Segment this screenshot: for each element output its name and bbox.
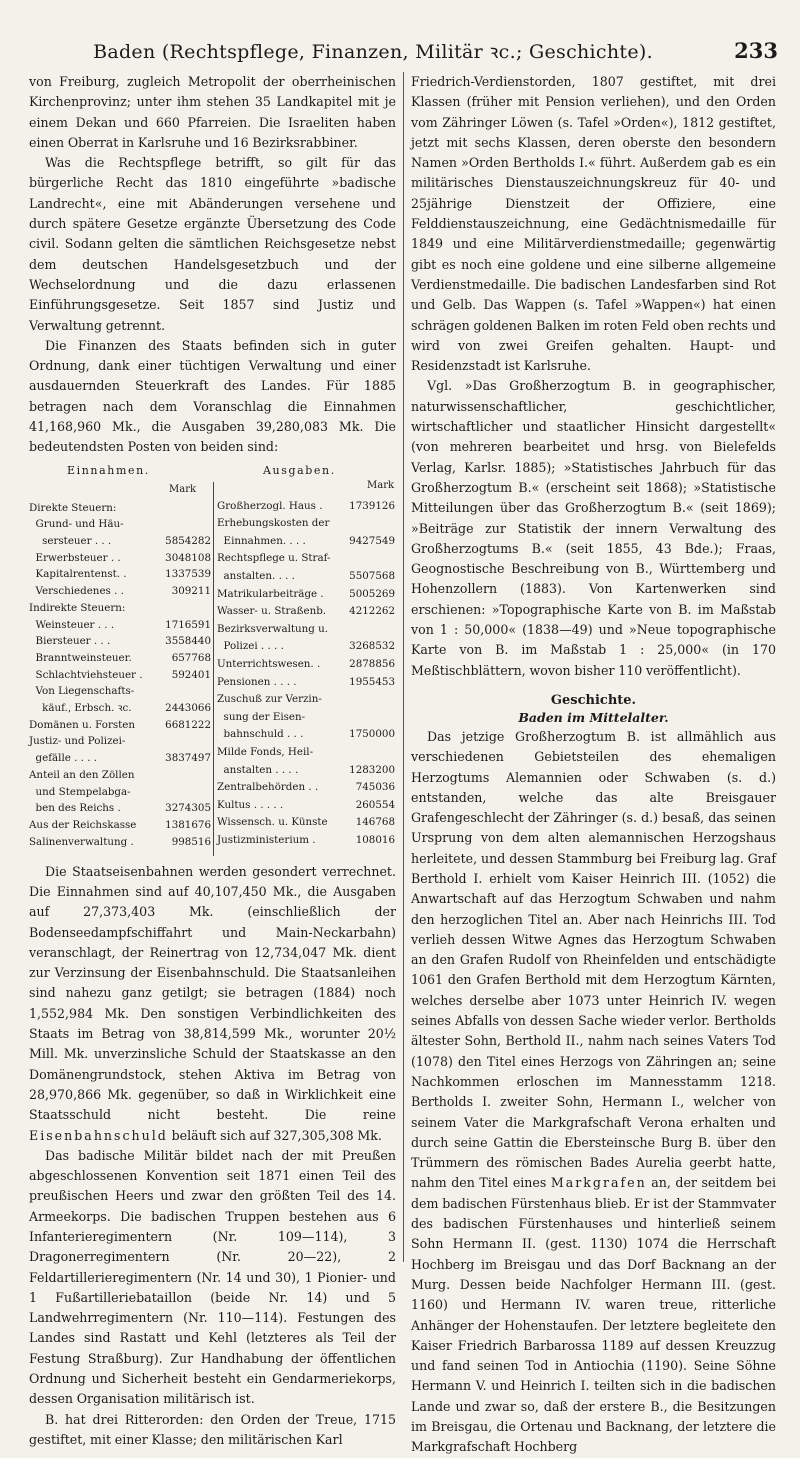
table-divider (213, 482, 214, 856)
row-value: 3274305 (165, 802, 211, 815)
row-label: Aus der Reichskasse (29, 818, 137, 831)
row-label: anstalten . . . . (217, 763, 299, 776)
row-label: und Stempelabga- (29, 785, 131, 798)
row-label: ben des Reichs . (29, 802, 121, 815)
expense-row (217, 621, 395, 637)
expense-row (217, 568, 395, 584)
expense-row (217, 533, 395, 549)
row-value: 592401 (171, 668, 211, 681)
row-label: Weinsteuer . . . (29, 618, 115, 631)
income-row (29, 516, 211, 532)
row-value: 1716591 (165, 618, 211, 631)
row-label: käuf., Erbsch. ꝛc. (29, 702, 132, 715)
row-label: Branntweinsteuer. (29, 651, 132, 664)
row-label: Domänen u. Forsten (29, 718, 136, 731)
row-value: 309211 (171, 585, 211, 598)
row-label: Indirekte Steuern: (29, 601, 126, 614)
running-head: Baden (Rechtspflege, Finanzen, Militär ꝛc.; Geschichte). (93, 41, 653, 63)
row-label: Pensionen . . . . (217, 675, 297, 688)
expense-row (217, 638, 395, 654)
income-row (29, 733, 211, 749)
income-row (29, 533, 211, 549)
row-label: Salinenverwaltung . (29, 835, 134, 848)
row-label: Zuschuß zur Verzin- (217, 693, 322, 706)
geschichte-text: Das jetzige Großherzogtum B. ist allmählich aus verschiedenen Gebietsteilen des ehemaligen Herzogtums Alemannien oder Schwaben (s. d.) entstanden, welche das alte Breisgauer Grafengeschlecht der Zähringer (s. d.) besaß, das seinen Ursprung von dem alten alemannischen Herzogshaus herleitete, und dessen Stammburg bei Freiburg lag. Graf Berthold I. erhielt vom Kaiser Heinrich III. (1052) die Anwartschaft auf das Herzogtum Schwaben und nahm den herzoglichen Titel an. Aber nach Heinrichs III. Tod verlieh dessen Witwe Agnes das Herzogtum Schwaben an den Grafen Rudolf von Rheinfelden und entschädigte 1061 den Grafen Berthold mit dem Herzogtum Kärnten, welches derselbe aber 1073 unter Heinrich IV. wegen seines Abfalls von dessen Sache wieder verlor. Bertholds ältester Sohn, Berthold II., nahm nach seines Vaters Tod (1078) den Titel eines Herzogs von Zähringen an; seine Nachkommen erloschen im Mannesstamm 1218. Bertholds I. zweiter Sohn, Hermann I., welcher von seinem Vater die Markgrafschaft Verona erhalten und durch seine Gattin die Ebersteinsche Burg B. über den Trümmern des römischen Bades Aurelia geerbt hatte, nahm den Titel eines (411, 728, 776, 1191)
income-unit: Mark (169, 483, 197, 495)
income-row (29, 700, 211, 716)
expense-row (217, 515, 395, 531)
expense-heading: Ausgaben. (263, 463, 336, 477)
row-label: Polizei . . . . (217, 640, 284, 653)
income-row (29, 683, 211, 699)
expense-row (217, 762, 395, 778)
finance-table (29, 464, 396, 856)
row-label: Kapitalrentenst. . (29, 568, 127, 581)
row-label: Von Liegenschafts- (29, 685, 135, 698)
row-value: 2878856 (349, 658, 395, 671)
income-row (29, 500, 211, 516)
row-value: 9427549 (349, 534, 395, 547)
row-value: 4212262 (349, 605, 395, 618)
row-label: Unterrichtswesen. . (217, 658, 321, 671)
expense-row (217, 744, 395, 760)
paragraph-militaer: Das badische Militär bildet nach der mit Preußen abgeschlossenen Konvention seit 1871 einen Teil des preußischen Heers und zwar den größten Teil des 14. Armeekorps. Die badischen Truppen bestehen aus 6 Infanterieregimentern (Nr. 109—114), 3 Dragonerregimentern (Nr. 20—22), 2 Feldartillerieregimentern (Nr. 14 und 30), 1 Pionier- und 1 Fußartilleriebataillon (beide Nr. 14) und 5 Landwehrregimentern (Nr. 110—114). Festungen des Landes sind Rastatt und Kehl (letzteres als Teil der Festung Straßburg). Zur Handhabung der öffentlichen Ordnung und Sicherheit besteht ein Gendarmeriekorps, dessen Organisation militärisch ist. (29, 1147, 396, 1407)
row-label: Zentralbehörden . . (217, 781, 319, 794)
paragraph-orden: Friedrich-Verdienstorden, 1807 gestiftet, mit drei Klassen (früher mit Pension verliehen), und den Orden vom Zähringer Löwen (s. Tafel »Orden«), 1812 gestiftet, jetzt mit sechs Klassen, deren oberste den besondern Namen »Orden Bertholds I.« führt. Außerdem gab es ein militärisches Dienstauszeichnungskreuz für 40- und 25jährige Dienstzeit der Offiziere, eine Felddienstauszeichnung, eine Gedächtnismedaille für 1849 und eine Militärverdienstmedaille; gegenwärtig gibt es noch eine goldene und eine silberne allgemeine Verdienstmedaille. Die badischen Landesfarben sind Rot und Gelb. Das Wappen (s. Tafel »Wappen«) hat einen schrägen goldenen Balken im roten Feld oben rechts und wird von zwei Greifen gehalten. Haupt- und Residenzstadt ist Karlsruhe. (411, 74, 776, 374)
geschichte-text-end: an, der seitdem bei dem badischen Fürstenhaus blieb. Er ist der Stammvater des badischen Fürstenhauses und hinterließ seinem Sohn Hermann II. (gest. 1130) 1074 die Herrschaft Hochberg im Breisgau und das Dorf Backnang an der Murg. Dessen beide Nachfolger Hermann III. (gest. 1160) und Hermann IV. waren treue, ritterliche Anhänger der Hohenstaufen. Der letztere begleitete den Kaiser Friedrich Barbarossa 1189 auf dessen Kreuzzug und fand seinen Tod in Antiochia (1190). Seine Söhne Hermann V. und Heinrich I. teilten sich in die badischen Lande und zwar so, daß der erstere B., die Besitzungen im Breisgau, die Ortenau und Backnang, der letztere die Markgrafschaft Hochberg (411, 1175, 776, 1455)
left-column (29, 72, 396, 1450)
income-heading: Einnahmen. (67, 463, 150, 477)
row-label: Milde Fonds, Heil- (217, 746, 314, 759)
income-row (29, 617, 211, 633)
row-value: 1381676 (165, 818, 211, 831)
row-value: 998516 (171, 835, 211, 848)
paragraph-rechtspflege: Was die Rechtspflege betrifft, so gilt für das bürgerliche Recht das 1810 eingeführte »badische Landrecht«, eine mit Abänderungen versehene und durch spätere Gesetze ergänzte Übersetzung des Code civil. Sodann gelten die sämtlichen Reichsgesetze nebst dem deutschen Handelsgesetzbuch und der Wechselordnung und die dazu erlassenen Einführungsgesetze. Seit 1857 sind Justiz und Verwaltung getrennt. (29, 155, 396, 333)
paragraph-geschichte (411, 727, 776, 1458)
row-label: Biersteuer . . . (29, 635, 111, 648)
row-label: sersteuer . . . (29, 535, 112, 548)
row-label: Grund- und Häu- (29, 518, 124, 531)
row-label: Direkte Steuern: (29, 501, 117, 514)
expense-unit: Mark (367, 479, 395, 491)
income-row (29, 583, 211, 599)
expense-row (217, 709, 395, 725)
right-column (411, 72, 776, 1458)
row-label: Wissensch. u. Künste (217, 816, 328, 829)
expense-row (217, 586, 395, 602)
row-value: 745036 (355, 781, 395, 794)
row-value: 1739126 (349, 499, 395, 512)
row-label: Rechtspflege u. Straf- (217, 552, 331, 565)
row-label: sung der Eisen- (217, 710, 306, 723)
row-label: Erhebungskosten der (217, 517, 330, 530)
row-value: 1955453 (349, 675, 395, 688)
header (28, 38, 778, 68)
income-row (29, 566, 211, 582)
expense-row (217, 674, 395, 690)
row-label: bahnschuld . . . (217, 728, 304, 741)
expense-row (217, 779, 395, 795)
expense-row (217, 603, 395, 619)
row-value: 1337539 (165, 568, 211, 581)
expense-row (217, 726, 395, 742)
subheading-mittelalter: Baden im Mittelalter. (518, 709, 669, 725)
page-number: 233 (734, 38, 778, 63)
paragraph-literatur: Vgl. »Das Großherzogtum B. in geographischer, naturwissenschaftlicher, geschichtlicher, wirtschaftlicher und staatlicher Hinsicht dargestellt« (von mehreren bearbeitet und hrsg. von Bielefelds Verlag, Karlsr. 1885); »Statistisches Jahrbuch für das Großherzogtum B.« (erscheint seit 1868); »Statistische Mitteilungen über das Großherzogtum B.« (seit 1869); »Beiträge zur Statistik der innern Verwaltung des Großherzogtums B.« (seit 1855, 43 Bde.); Fraas, Geognostische Beschreibung von B., Württemberg und Hohenzollern (1883). Von Kartenwerken sind erschienen: »Topographische Karte von B. im Maßstab von 1 : 50,000« (1838—49) und »Neue topographische Karte von B. im Maßstab 1 : 25,000« (in 170 Meßtischblättern, wovon bisher 110 veröffentlicht). (411, 378, 776, 678)
row-label: Kultus . . . . . (217, 798, 284, 811)
expense-row (217, 814, 395, 830)
paragraph-finanzen: Die Finanzen des Staats befinden sich in guter Ordnung, dank einer tüchtigen Verwaltung und einer ausdauernden Steuerkraft des Landes. Für 1885 betragen nach dem Voranschlag die Einnahmen 41,168,960 Mk., die Ausgaben 39,280,083 Mk. Die bedeutendsten Posten von beiden sind: (29, 337, 396, 455)
income-row (29, 767, 211, 783)
row-value: 5507568 (349, 570, 395, 583)
row-value: 146768 (355, 816, 395, 829)
row-value: 657768 (171, 651, 211, 664)
row-value: 5854282 (165, 535, 211, 548)
row-label: Anteil an den Zöllen (29, 768, 135, 781)
income-row (29, 717, 211, 733)
markgrafen-term: Markgrafen (550, 1175, 647, 1191)
income-row (29, 550, 211, 566)
row-label: Justizministerium . (217, 834, 316, 847)
eisenbahnschuld-term: Eisenbahnschuld (29, 1127, 168, 1143)
paragraph-eisenbahnen (29, 862, 396, 1146)
income-row (29, 834, 211, 850)
row-value: 6681222 (165, 718, 211, 731)
paragraph-clergy: von Freiburg, zugleich Metropolit der oberrheinischen Kirchenprovinz; unter ihm stehen 35 Landkapitel mit je einem Dekan und 660 Pfarreien. Die Israeliten haben einen Oberrat in Karlsruhe und 16 Bezirksrabbiner. (29, 74, 396, 150)
row-label: Matrikularbeiträge . (217, 587, 324, 600)
section-heading-geschichte: Geschichte. (550, 692, 637, 708)
eisenbahn-text: Die Staatseisenbahnen werden gesondert verrechnet. Die Einnahmen sind auf 40,107,450 Mk., die Ausgaben auf 27,373,403 Mk. (einschließlich der Bodenseedampfschiffahrt und Main-Neckarbahn) veranschlagt, der Reinertrag von 12,734,047 Mk. dient zur Verzinsung der Eisenbahnschuld. Die Staatsanleihen sind nahezu ganz getilgt; sie betragen (1884) noch 1,552,984 Mk. Den sonstigen Verbindlichkeiten des Staats im Betrag von 38,814,599 Mk., worunter 20½ Mill. Mk. unverzinsliche Schuld der Staatskasse an den Domänengrundstock, stehen Aktiva im Betrag von 28,970,866 Mk. gegenüber, so daß in Wirklichkeit eine Staatsschuld nicht besteht. Die reine (29, 863, 396, 1123)
row-label: Justiz- und Polizei- (29, 735, 126, 748)
row-value: 5005269 (349, 587, 395, 600)
income-row (29, 600, 211, 616)
income-row (29, 650, 211, 666)
row-label: gefälle . . . . (29, 752, 98, 765)
income-row (29, 817, 211, 833)
row-value: 108016 (355, 834, 395, 847)
income-row (29, 667, 211, 683)
income-row (29, 784, 211, 800)
row-label: Erwerbsteuer . . (29, 551, 121, 564)
row-label: Einnahmen. . . . (217, 534, 306, 547)
row-label: Verschiedenes . . (29, 585, 124, 598)
row-value: 1283200 (349, 763, 395, 776)
row-label: Großherzogl. Haus . (217, 499, 323, 512)
row-value: 260554 (355, 798, 395, 811)
eisenbahn-text-end: beläuft sich auf 327,305,308 Mk. (171, 1127, 382, 1143)
row-value: 3837497 (165, 752, 211, 765)
expense-row (217, 498, 395, 514)
row-label: Bezirksverwaltung u. (217, 622, 329, 635)
row-value: 1750000 (349, 728, 395, 741)
income-row (29, 750, 211, 766)
expense-row (217, 797, 395, 813)
column-divider (403, 72, 404, 1262)
row-label: Schlachtviehsteuer . (29, 668, 143, 681)
expense-row (217, 550, 395, 566)
row-value: 2443066 (165, 702, 211, 715)
row-label: anstalten. . . . (217, 570, 295, 583)
row-value: 3268532 (349, 640, 395, 653)
row-label: Wasser- u. Straßenb. (217, 605, 327, 618)
expense-row (217, 691, 395, 707)
paragraph-orden-start: B. hat drei Ritterorden: den Orden der Treue, 1715 gestiftet, mit einer Klasse; den militärischen Karl (29, 1411, 396, 1447)
expense-row (217, 832, 395, 848)
row-value: 3558440 (165, 635, 211, 648)
income-row (29, 633, 211, 649)
row-value: 3048108 (165, 551, 211, 564)
income-row (29, 800, 211, 816)
expense-row (217, 656, 395, 672)
